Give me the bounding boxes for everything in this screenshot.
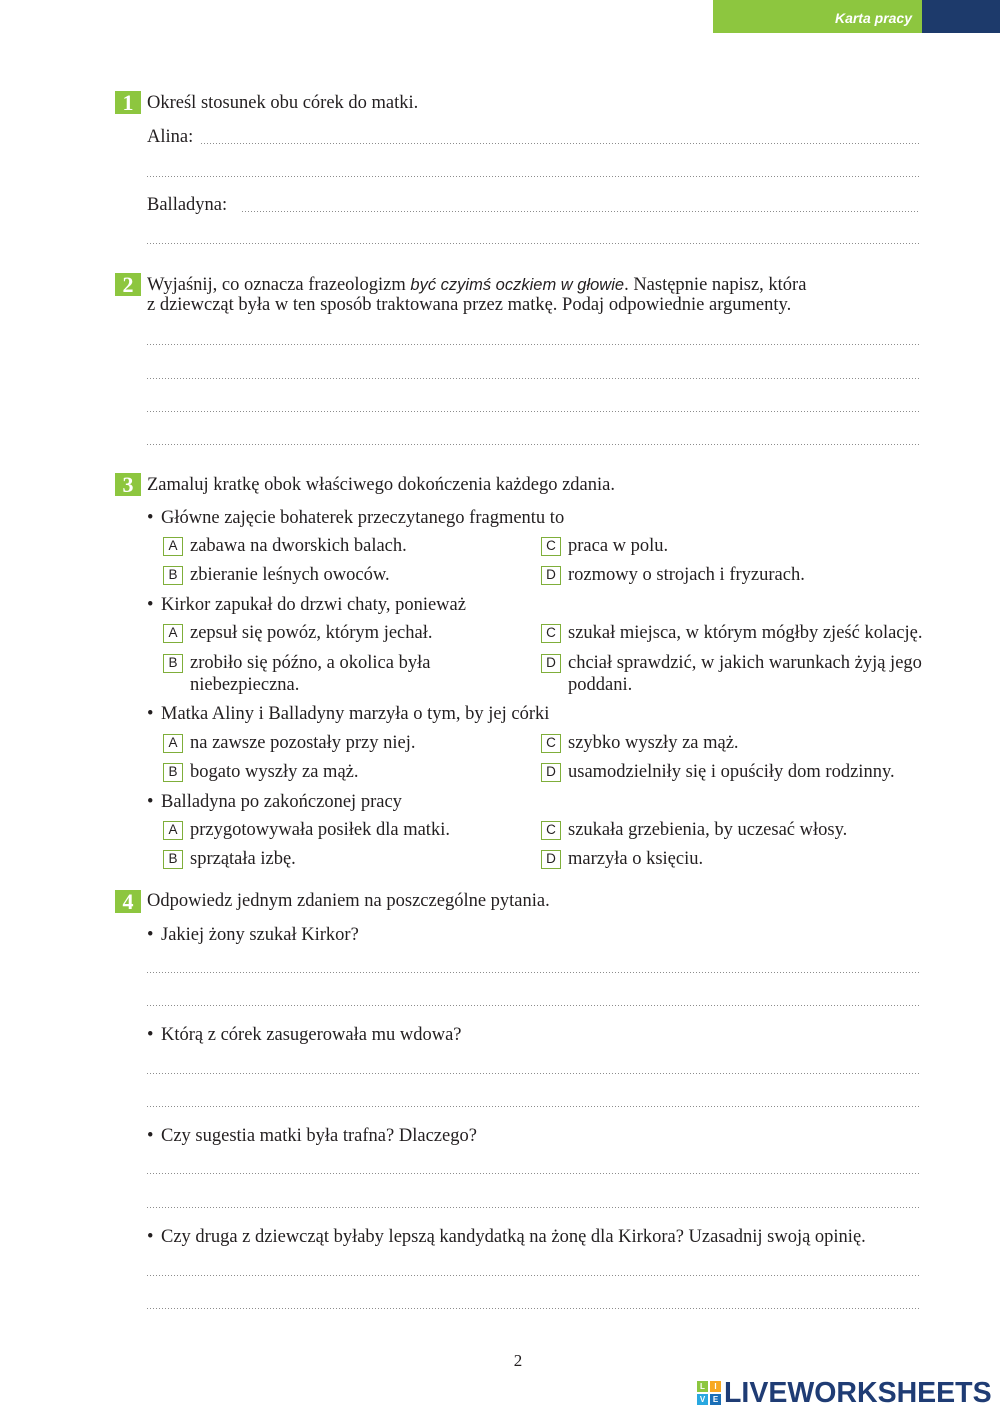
ex3-q4-stem: • Balladyna po zakończonej pracy bbox=[147, 791, 402, 813]
option-text bbox=[190, 535, 407, 557]
ex3-q4-checkbox-c[interactable] bbox=[541, 821, 561, 840]
liveworksheets-logo-icon bbox=[697, 1381, 721, 1405]
ex3-q1-checkbox-d[interactable] bbox=[541, 566, 561, 585]
header-corner-block bbox=[922, 0, 1000, 33]
header-bar bbox=[713, 0, 922, 33]
header-title: Karta pracy bbox=[834, 10, 912, 26]
exercise-1-prompt: Określ stosunek obu córek do matki. bbox=[147, 93, 419, 113]
option-letter: D bbox=[546, 655, 556, 671]
option-text bbox=[190, 564, 390, 586]
ex3-q2-checkbox-b[interactable] bbox=[163, 654, 183, 673]
logo-tile: V bbox=[697, 1394, 708, 1405]
option-text-line: szukała grzebienia, by uczesać włosy. bbox=[568, 820, 848, 840]
ex3-q4-option-a bbox=[163, 819, 533, 841]
exercise-2-answer-line-2[interactable] bbox=[147, 359, 920, 379]
exercise-3-number: 3 bbox=[115, 473, 141, 496]
option-text bbox=[568, 732, 739, 754]
ex3-q3-checkbox-b[interactable] bbox=[163, 763, 183, 782]
ex3-q4-checkbox-d[interactable] bbox=[541, 850, 561, 869]
option-text-line: niebezpieczna. bbox=[190, 675, 300, 695]
option-letter: D bbox=[546, 764, 556, 780]
ex3-q3-option-b bbox=[163, 761, 533, 783]
option-text-line: bogato wyszły za mąż. bbox=[190, 762, 359, 782]
option-text-line: rozmowy o strojach i fryzurach. bbox=[568, 565, 805, 585]
ex4-q4-answer-line-1[interactable] bbox=[147, 1256, 920, 1276]
ex3-q1-option-c bbox=[541, 535, 911, 557]
option-text bbox=[190, 622, 433, 644]
ex4-q3-answer-line-1[interactable] bbox=[147, 1154, 920, 1174]
ex3-q4-checkbox-b[interactable] bbox=[163, 850, 183, 869]
option-text-line: na zawsze pozostały przy niej. bbox=[190, 733, 416, 753]
ex3-q3-checkbox-d[interactable] bbox=[541, 763, 561, 782]
option-letter: A bbox=[168, 538, 178, 554]
ex3-q4-option-b bbox=[163, 848, 533, 870]
exercise-2-prompt-line-1 bbox=[147, 274, 806, 296]
option-letter: C bbox=[546, 822, 556, 838]
ex3-q2-option-c bbox=[541, 622, 923, 644]
ex3-q2-option-b bbox=[163, 652, 533, 696]
ex3-q3-option-a bbox=[163, 732, 533, 754]
exercise-2-number: 2 bbox=[115, 273, 141, 296]
option-text bbox=[190, 732, 416, 754]
option-letter: C bbox=[546, 538, 556, 554]
option-text-line: zepsuł się powóz, którym jechał. bbox=[190, 623, 433, 643]
option-text bbox=[568, 761, 895, 783]
ex3-q1-checkbox-a[interactable] bbox=[163, 537, 183, 556]
exercise-2-answer-line-1[interactable] bbox=[147, 325, 920, 345]
option-text-line: marzyła o księciu. bbox=[568, 849, 704, 869]
ex3-q1-checkbox-c[interactable] bbox=[541, 537, 561, 556]
option-text bbox=[568, 848, 703, 870]
option-text-line: poddani. bbox=[568, 675, 633, 695]
option-text bbox=[568, 819, 847, 841]
option-text bbox=[190, 819, 450, 841]
ex4-q2-answer-line-1[interactable] bbox=[147, 1054, 920, 1074]
logo-tile: L bbox=[697, 1381, 708, 1392]
ex3-q2-stem: • Kirkor zapukał do drzwi chaty, ponieważ bbox=[147, 594, 466, 616]
ex3-q2-checkbox-a[interactable] bbox=[163, 624, 183, 643]
option-text-line: zbieranie leśnych owoców. bbox=[190, 565, 390, 585]
prompt-start: Wyjaśnij, co oznacza frazeologizm bbox=[147, 275, 411, 295]
option-text bbox=[568, 564, 805, 586]
ex3-q3-checkbox-a[interactable] bbox=[163, 734, 183, 753]
ex3-q1-option-a bbox=[163, 535, 533, 557]
option-letter: A bbox=[168, 822, 178, 838]
ex4-q1-answer-line-1[interactable] bbox=[147, 953, 920, 973]
ex3-q3-stem: • Matka Aliny i Balladyny marzyła o tym, by jej córki bbox=[147, 703, 549, 725]
ex3-q1-option-d bbox=[541, 564, 911, 586]
balladyna-answer-line-1[interactable] bbox=[242, 192, 920, 212]
ex3-q2-checkbox-d[interactable] bbox=[541, 654, 561, 673]
ex4-q3-question: • Czy sugestia matki była trafna? Dlaczego? bbox=[147, 1125, 477, 1147]
liveworksheets-logo[interactable] bbox=[697, 1378, 997, 1408]
ex3-q4-checkbox-a[interactable] bbox=[163, 821, 183, 840]
option-text bbox=[568, 535, 668, 557]
ex3-q2-option-a bbox=[163, 622, 533, 644]
exercise-1-number: 1 bbox=[115, 91, 141, 114]
ex4-q4-answer-line-2[interactable] bbox=[147, 1289, 920, 1309]
exercise-4-prompt: Odpowiedz jednym zdaniem na poszczególne pytania. bbox=[147, 891, 550, 911]
exercise-2-answer-line-3[interactable] bbox=[147, 392, 920, 412]
exercise-2-prompt-line-2: z dziewcząt była w ten sposób traktowana przez matkę. Podaj odpowiednie argumenty. bbox=[147, 295, 792, 315]
option-letter: C bbox=[546, 625, 556, 641]
ex4-q3-answer-line-2[interactable] bbox=[147, 1188, 920, 1208]
exercise-3-prompt: Zamaluj kratkę obok właściwego dokończenia każdego zdania. bbox=[147, 475, 615, 495]
option-text-line: szukał miejsca, w którym mógłby zjeść kolację. bbox=[568, 623, 923, 643]
logo-tile: I bbox=[710, 1381, 721, 1392]
option-letter: A bbox=[168, 735, 178, 751]
alina-label: Alina: bbox=[147, 127, 194, 147]
option-text-line: przygotowywała posiłek dla matki. bbox=[190, 820, 450, 840]
ex4-q2-question: • Którą z córek zasugerowała mu wdowa? bbox=[147, 1024, 462, 1046]
alina-answer-line-1[interactable] bbox=[201, 124, 920, 144]
ex3-q4-option-c bbox=[541, 819, 911, 841]
exercise-4-number: 4 bbox=[115, 890, 141, 913]
logo-tile: E bbox=[710, 1394, 721, 1405]
option-letter: A bbox=[168, 625, 178, 641]
option-text bbox=[190, 848, 296, 870]
balladyna-label: Balladyna: bbox=[147, 195, 228, 215]
option-letter: B bbox=[168, 567, 178, 583]
liveworksheets-brand-text: LIVEWORKSHEETS bbox=[724, 1377, 992, 1409]
ex3-q3-checkbox-c[interactable] bbox=[541, 734, 561, 753]
option-text-line: praca w polu. bbox=[568, 536, 669, 556]
ex3-q3-option-c bbox=[541, 732, 911, 754]
option-letter: B bbox=[168, 764, 178, 780]
balladyna-answer-line-2[interactable] bbox=[147, 224, 920, 244]
ex3-q2-option-d bbox=[541, 652, 922, 696]
option-letter: B bbox=[168, 851, 178, 867]
idiom-phrase: być czyimś oczkiem w głowie bbox=[410, 276, 625, 294]
page-number: 2 bbox=[513, 1351, 523, 1370]
ex3-q1-checkbox-b[interactable] bbox=[163, 566, 183, 585]
ex4-q1-question: • Jakiej żony szukał Kirkor? bbox=[147, 924, 359, 946]
exercise-2-answer-line-4[interactable] bbox=[147, 425, 920, 445]
option-text bbox=[190, 652, 430, 696]
ex3-q3-option-d bbox=[541, 761, 911, 783]
ex3-q4-option-d bbox=[541, 848, 911, 870]
ex3-q2-checkbox-c[interactable] bbox=[541, 624, 561, 643]
option-letter: D bbox=[546, 851, 556, 867]
ex3-q1-stem: • Główne zajęcie bohaterek przeczytanego fragmentu to bbox=[147, 507, 564, 529]
ex4-q2-answer-line-2[interactable] bbox=[147, 1087, 920, 1107]
option-letter: C bbox=[546, 735, 556, 751]
alina-answer-line-2[interactable] bbox=[147, 157, 920, 177]
option-text-line: usamodzielniły się i opuściły dom rodzinny. bbox=[568, 762, 895, 782]
option-letter: B bbox=[168, 655, 178, 671]
option-text bbox=[568, 652, 922, 696]
prompt-end: . Następnie napisz, która bbox=[624, 275, 807, 295]
option-text bbox=[190, 761, 359, 783]
ex4-q4-question: • Czy druga z dziewcząt byłaby lepszą kandydatką na żonę dla Kirkora? Uzasadnij swoją opinię. bbox=[147, 1226, 866, 1248]
option-text bbox=[568, 622, 922, 644]
option-text-line: chciał sprawdzić, w jakich warunkach żyją jego bbox=[568, 653, 922, 673]
option-text-line: zabawa na dworskich balach. bbox=[190, 536, 407, 556]
ex3-q1-option-b bbox=[163, 564, 533, 586]
ex4-q1-answer-line-2[interactable] bbox=[147, 986, 920, 1006]
option-letter: D bbox=[546, 567, 556, 583]
option-text-line: szybko wyszły za mąż. bbox=[568, 733, 739, 753]
option-text-line: zrobiło się późno, a okolica była bbox=[190, 653, 431, 673]
option-text-line: sprzątała izbę. bbox=[190, 849, 296, 869]
